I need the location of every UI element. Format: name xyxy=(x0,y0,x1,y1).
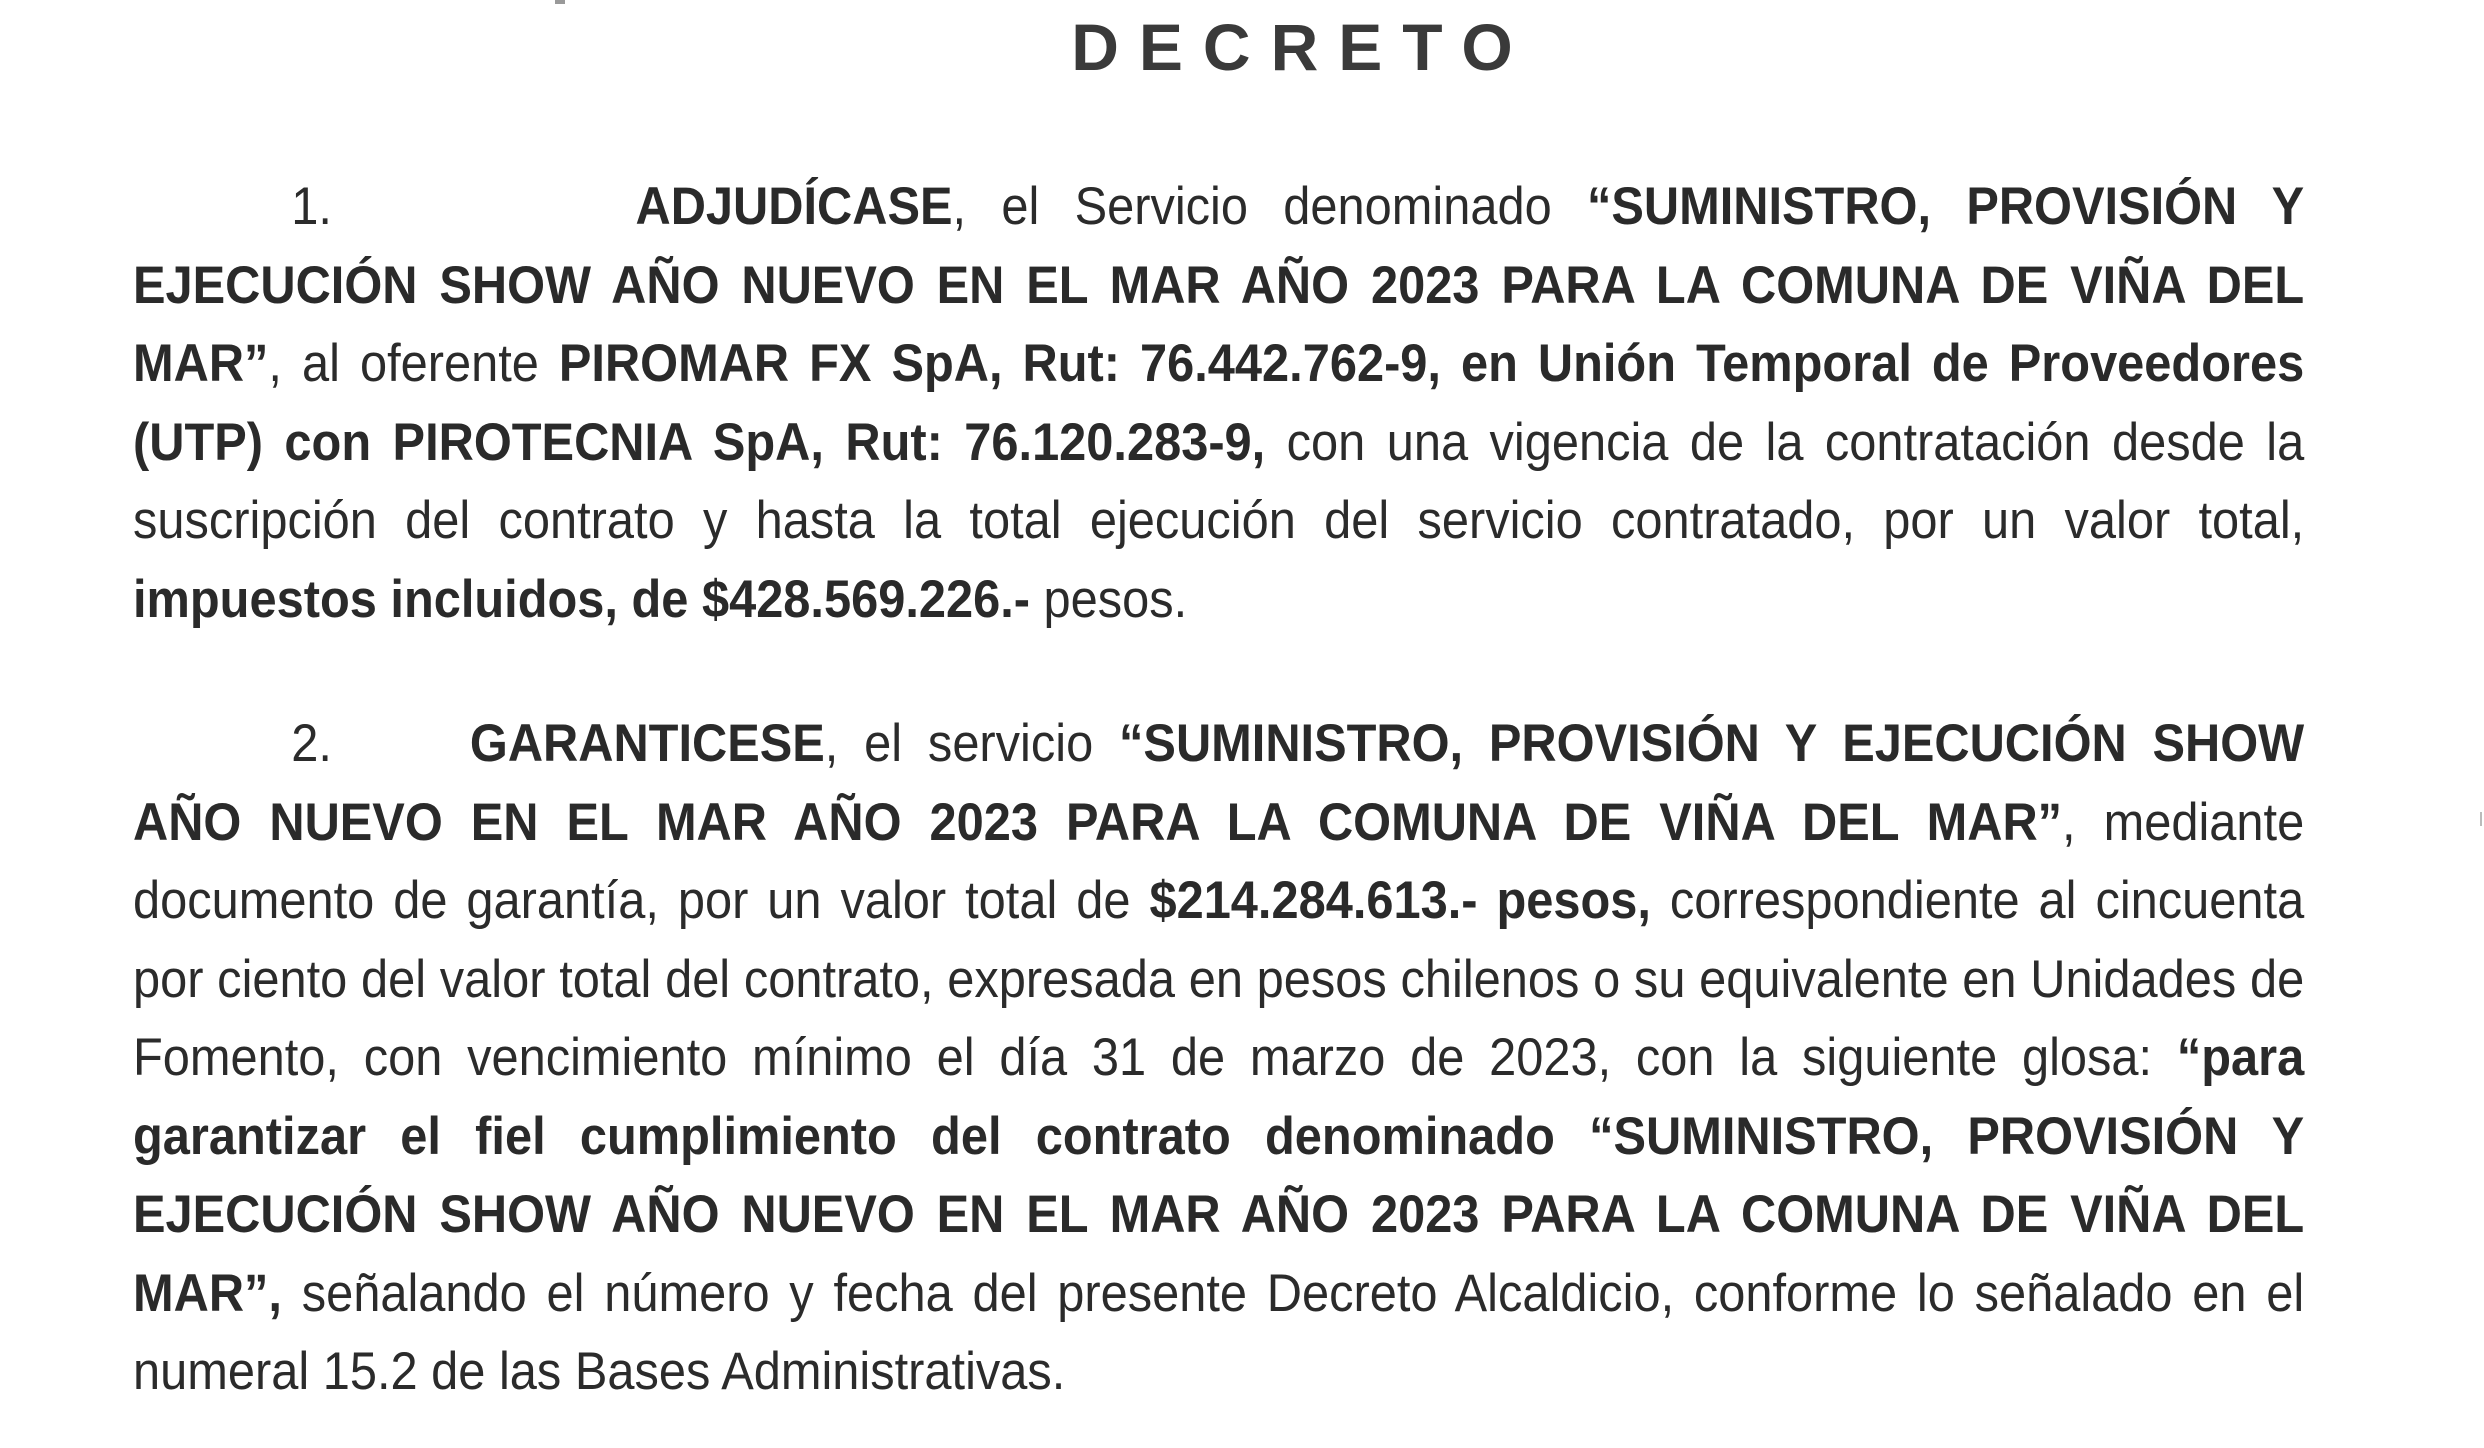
scan-mark xyxy=(555,0,565,4)
item-text-segment: pesos. xyxy=(1030,569,1188,629)
item-text-segment: $214.284.613.- pesos, xyxy=(1149,871,1651,930)
item-text-segment: , el servicio xyxy=(824,714,1120,773)
decree-item-1 xyxy=(133,168,2304,639)
item-text-segment: correspondiente al cincuenta por ciento del valor total del contrato, expresada en pesos chilenos o su equivalente en Unidades de Fomento, con vencimiento mínimo el día 31 de marzo de 2023, con la siguiente glosa: xyxy=(133,871,2305,1087)
item-text-segment: , mediante documento de garantía, por un valor total de xyxy=(133,792,2305,930)
item-text-segment: “SUMINISTRO, PROVISIÓN Y EJECUCIÓN SHOW AÑO NUEVO EN EL MAR AÑO 2023 PARA LA COMUNA DE VIÑA DEL MAR” xyxy=(133,714,2305,852)
item-text-segment: con una vigencia de la contratación desde la suscripción del contrato y hasta la total ejecución del servicio contratado, por un valor total, xyxy=(133,412,2305,550)
item-text-segment: , al oferente xyxy=(268,334,559,393)
item-number: 1. xyxy=(291,177,332,236)
decree-title: DECRETO xyxy=(1071,10,1533,84)
item-text-segment: señalando el número y fecha del presente Decreto Alcaldicio, conforme lo señalado en el numeral 15.2 de las Bases Administrativas. xyxy=(133,1263,2305,1401)
item-text-segment: ADJUDÍCASE xyxy=(635,177,953,236)
item-text-segment: GARANTICESE xyxy=(469,714,825,773)
decree-item-2 xyxy=(133,705,2304,1412)
item-text-segment: “SUMINISTRO, PROVISIÓN Y EJECUCIÓN SHOW AÑO NUEVO EN EL MAR AÑO 2023 PARA LA COMUNA DE VIÑA DEL MAR” xyxy=(133,177,2305,393)
scan-mark xyxy=(2480,812,2482,826)
item-text-segment: PIROMAR FX SpA, Rut: 76.442.762-9, en Unión Temporal de Proveedores (UTP) con PIROTECNIA SpA, Rut: 76.120.283-9, xyxy=(133,334,2305,472)
item-number: 2. xyxy=(291,714,332,773)
item-text-segment: , el Servicio denominado xyxy=(952,177,1587,236)
item-text-segment: impuestos incluidos, de $428.569.226.- xyxy=(133,569,1031,629)
item-text-segment: “para garantizar el fiel cumplimiento del contrato denominado “SUMINISTRO, PROVISIÓN Y EJECUCIÓN SHOW AÑO NUEVO EN EL MAR AÑO 2023 PARA LA COMUNA DE VIÑA DEL MAR”, xyxy=(133,1028,2305,1323)
